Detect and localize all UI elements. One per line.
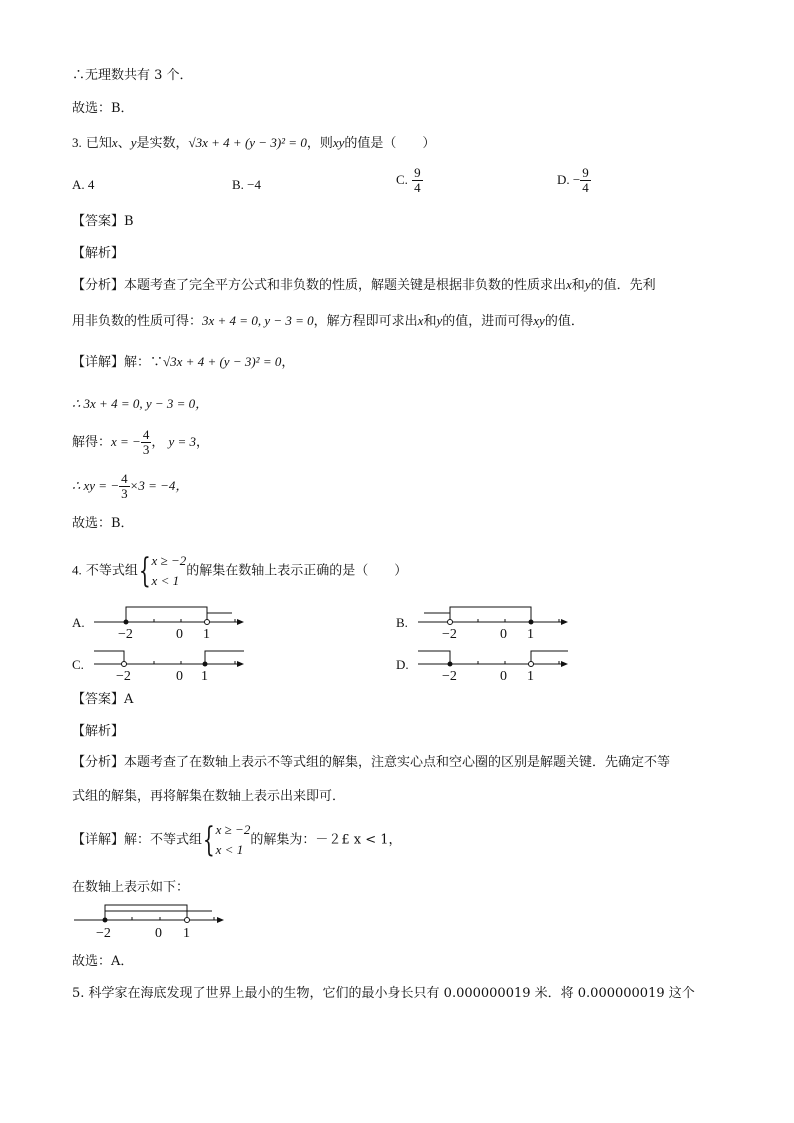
question-4: 4. 不等式组{x ≥ −2 x < 1的解集在数轴上表示正确的是（ ） (72, 551, 408, 591)
number-line-d (416, 646, 576, 686)
question-5: 5. 科学家在海底发现了世界上最小的生物，它们的最小身长只有 0.000000019 米．将 0.000000019 这个 (72, 986, 695, 1001)
tick-label: 0 (500, 627, 507, 642)
tick-label: −2 (442, 669, 457, 684)
tick-label: 0 (176, 627, 183, 642)
q3-fenxi-1: 【分析】本题考查了完全平方公式和非负数的性质，解题关键是根据非负数的性质求出x和y的值．先利 (72, 277, 656, 293)
q3-option-a: A. 4 (72, 177, 95, 192)
tick-label: 0 (500, 669, 507, 684)
q4-fenxi-2: 式组的解集，再将解集在数轴上表示出来即可． (72, 789, 346, 804)
number-line-a (92, 604, 252, 644)
tick-label: −2 (442, 627, 457, 642)
q4-option-d-label: D. (396, 657, 409, 672)
q3-analysis-label: 【解析】 (72, 246, 125, 261)
q3-step-2: 解得：x = − $\frac{4}{3}$ ， y = 3， (72, 427, 210, 457)
q4-answer: 【答案】A (72, 692, 134, 707)
q3-step-3: ∴ xy = − $\frac{4}{3}$ ×3 = −4， (72, 471, 189, 501)
q3-fenxi-2: 用非负数的性质可得：3x + 4 = 0, y − 3 = 0，解方程即可求出x和y的值，进而可得xy的值． (72, 313, 584, 329)
q3-step-1: ∴ 3x + 4 = 0, y − 3 = 0， (72, 396, 209, 411)
tick-label: 1 (201, 669, 208, 684)
text-line: ∴无理数共有 3 个． (72, 68, 193, 83)
q4-fenxi-1: 【分析】本题考查了在数轴上表示不等式组的解集，注意实心点和空心圈的区别是解题关键．先确定不等 (72, 755, 671, 770)
tick-label: 0 (155, 926, 162, 941)
q3-answer: 【答案】B (72, 214, 134, 229)
tick-label: 1 (203, 627, 210, 642)
tick-label: 1 (527, 669, 534, 684)
q4-option-b-label: B. (396, 615, 408, 630)
number-line-b (416, 604, 576, 644)
q4-option-a-label: A. (72, 615, 85, 630)
tick-label: −2 (96, 926, 111, 941)
q4-show: 在数轴上表示如下： (72, 880, 190, 895)
tick-label: −2 (116, 669, 131, 684)
number-line-c (92, 646, 252, 686)
text-line: 故选：B． (72, 516, 134, 531)
q3-detail: 【详解】解：∵√3x + 4 + (y − 3)² = 0， (72, 354, 295, 370)
q3-option-d: D. − $\frac{9}{4}$ (557, 165, 589, 195)
text-line: 故选：A． (72, 954, 134, 969)
q4-analysis-label: 【解析】 (72, 724, 125, 739)
tick-label: −2 (118, 627, 133, 642)
text-line: 故选：B． (72, 101, 134, 116)
tick-label: 1 (183, 926, 190, 941)
number-line-answer (72, 900, 232, 942)
q3-option-c: C. $\frac{9}{4}$ (396, 165, 421, 195)
tick-label: 0 (176, 669, 183, 684)
q4-detail: 【详解】解：不等式组{x ≥ −2 x < 1的解集为：－２£ x < 1， (72, 820, 402, 860)
q3-option-b: B. −4 (232, 177, 262, 192)
q4-option-c-label: C. (72, 657, 84, 672)
question-3: 3. 已知x、y是实数，√3x + 4 + (y − 3)² = 0，则xy的值是（ ） (72, 135, 436, 151)
tick-label: 1 (527, 627, 534, 642)
